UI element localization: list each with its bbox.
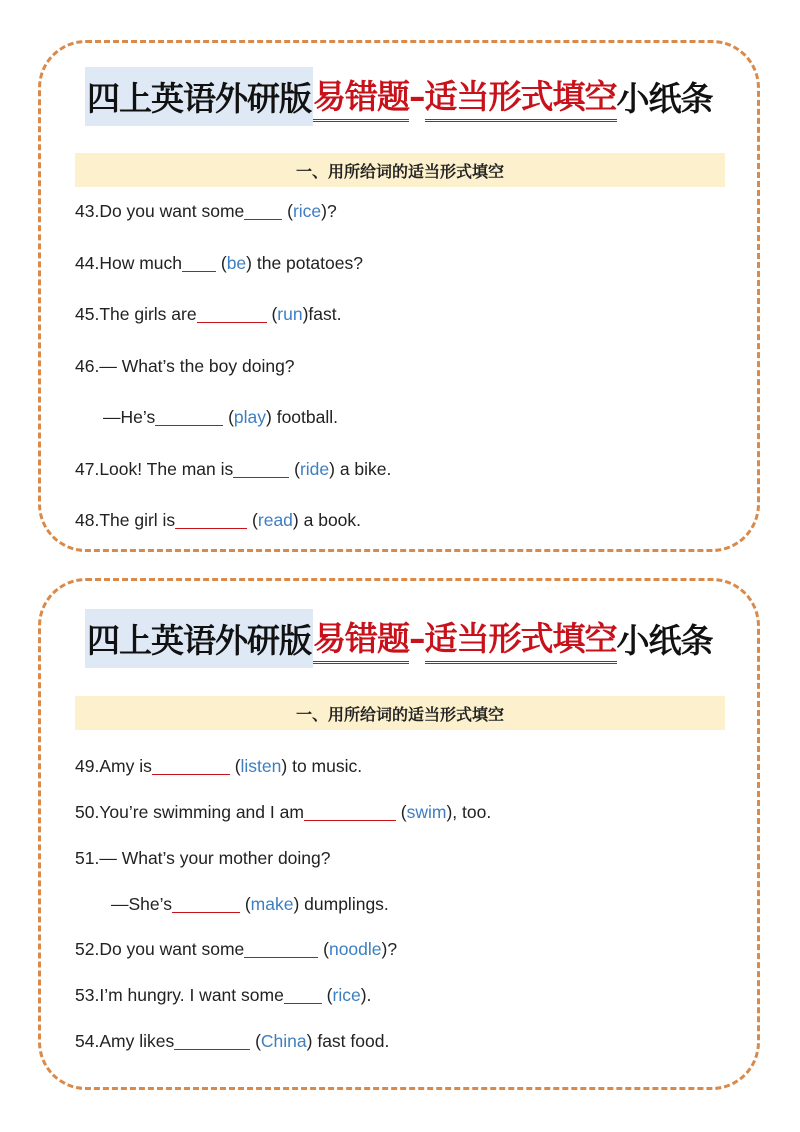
hint-word: China <box>260 1031 307 1051</box>
card-title <box>85 607 713 669</box>
title-part-note: 小纸条 <box>616 78 713 118</box>
question-51 <box>75 848 331 869</box>
question-tail: ) a bike. <box>329 459 392 479</box>
question-text: 44.How much <box>75 253 182 273</box>
hint-word: play <box>233 407 267 427</box>
hint-word: ride <box>299 459 330 479</box>
answer-blank[interactable] <box>172 894 240 913</box>
question-text: 48.The girl is <box>75 510 176 530</box>
answer-blank[interactable] <box>175 510 247 529</box>
question-tail: ) dumplings. <box>293 894 389 914</box>
question-tail: )fast. <box>302 304 342 324</box>
hint-word: rice <box>292 201 322 221</box>
question-tail: ). <box>360 985 372 1005</box>
answer-blank[interactable] <box>182 253 216 272</box>
hint-word: make <box>250 894 294 914</box>
question-tail: ) to music. <box>281 756 363 776</box>
hint-word: read <box>257 510 293 530</box>
question-44: 44.How much (be) the potatoes? <box>75 253 363 273</box>
title-part-topic: 适当形式填空 <box>425 613 617 664</box>
hint-word: swim <box>406 802 447 822</box>
question-text: 50.You’re swimming and I am <box>75 802 304 822</box>
answer-blank[interactable] <box>233 459 289 478</box>
question-text: 43.Do you want some <box>75 201 245 221</box>
title-part-textbook: 四上英语外研版 <box>85 609 313 668</box>
question-46 <box>75 356 295 377</box>
answer-blank[interactable] <box>152 756 230 775</box>
question-52: 52.Do you want some (noodle)? <box>75 939 398 959</box>
question-tail: ) a book. <box>292 510 362 530</box>
question-43: 43.Do you want some (rice)? <box>75 201 337 221</box>
question-46-answer: —He’s (play) football. <box>103 407 338 427</box>
question-48: 48.The girl is (read) a book. <box>75 510 362 530</box>
question-47: 47.Look! The man is (ride) a bike. <box>75 459 392 479</box>
title-part-mistakes: 易错题 <box>313 613 409 664</box>
question-tail: ) the potatoes? <box>246 253 363 273</box>
question-text: 45.The girls are <box>75 304 197 324</box>
question-text: 53.I’m hungry. I want some <box>75 985 284 1005</box>
answer-blank[interactable] <box>174 1031 250 1050</box>
card-title <box>85 65 713 127</box>
question-text: 54.Amy likes <box>75 1031 175 1051</box>
question-text: 49.Amy is <box>75 756 152 776</box>
question-text: —He’s <box>103 407 156 427</box>
hint-word: run <box>277 304 303 324</box>
hint-word: be <box>226 253 247 273</box>
answer-blank[interactable] <box>155 407 223 426</box>
section-heading: 一、用所给词的适当形式填空 <box>75 153 725 187</box>
question-tail: ), too. <box>446 802 492 822</box>
question-53: 53.I’m hungry. I want some (rice). <box>75 985 372 1005</box>
answer-blank[interactable] <box>244 939 318 958</box>
answer-blank[interactable] <box>197 304 267 323</box>
question-text: 47.Look! The man is <box>75 459 234 479</box>
question-tail: )? <box>321 201 337 221</box>
answer-blank[interactable] <box>244 201 282 220</box>
question-tail: )? <box>381 939 398 959</box>
title-part-note: 小纸条 <box>616 620 713 660</box>
answer-blank[interactable] <box>284 985 322 1004</box>
title-dash: – <box>409 76 425 116</box>
question-text: 46.— What’s the boy doing? <box>75 356 295 376</box>
title-part-mistakes: 易错题 <box>313 71 409 122</box>
hint-word: noodle <box>328 939 382 959</box>
question-49: 49.Amy is (listen) to music. <box>75 756 363 776</box>
question-tail: ) fast food. <box>306 1031 390 1051</box>
question-text: 51.— What’s your mother doing? <box>75 848 331 868</box>
hint-word: rice <box>332 985 361 1005</box>
worksheet-card-2 <box>38 578 760 1090</box>
question-45: 45.The girls are (run)fast. <box>75 304 342 324</box>
title-part-topic: 适当形式填空 <box>425 71 617 122</box>
answer-blank[interactable] <box>304 802 396 821</box>
hint-word: listen <box>240 756 282 776</box>
worksheet-card-1 <box>38 40 760 552</box>
question-54: 54.Amy likes (China) fast food. <box>75 1031 390 1051</box>
question-51-answer: —She’s (make) dumplings. <box>111 894 389 914</box>
question-tail: ) football. <box>266 407 338 427</box>
title-part-textbook: 四上英语外研版 <box>85 67 313 126</box>
question-text: 52.Do you want some <box>75 939 245 959</box>
question-text: —She’s <box>111 894 172 914</box>
question-50: 50.You’re swimming and I am (swim), too. <box>75 802 492 822</box>
section-heading: 一、用所给词的适当形式填空 <box>75 696 725 730</box>
title-dash: – <box>409 618 425 658</box>
